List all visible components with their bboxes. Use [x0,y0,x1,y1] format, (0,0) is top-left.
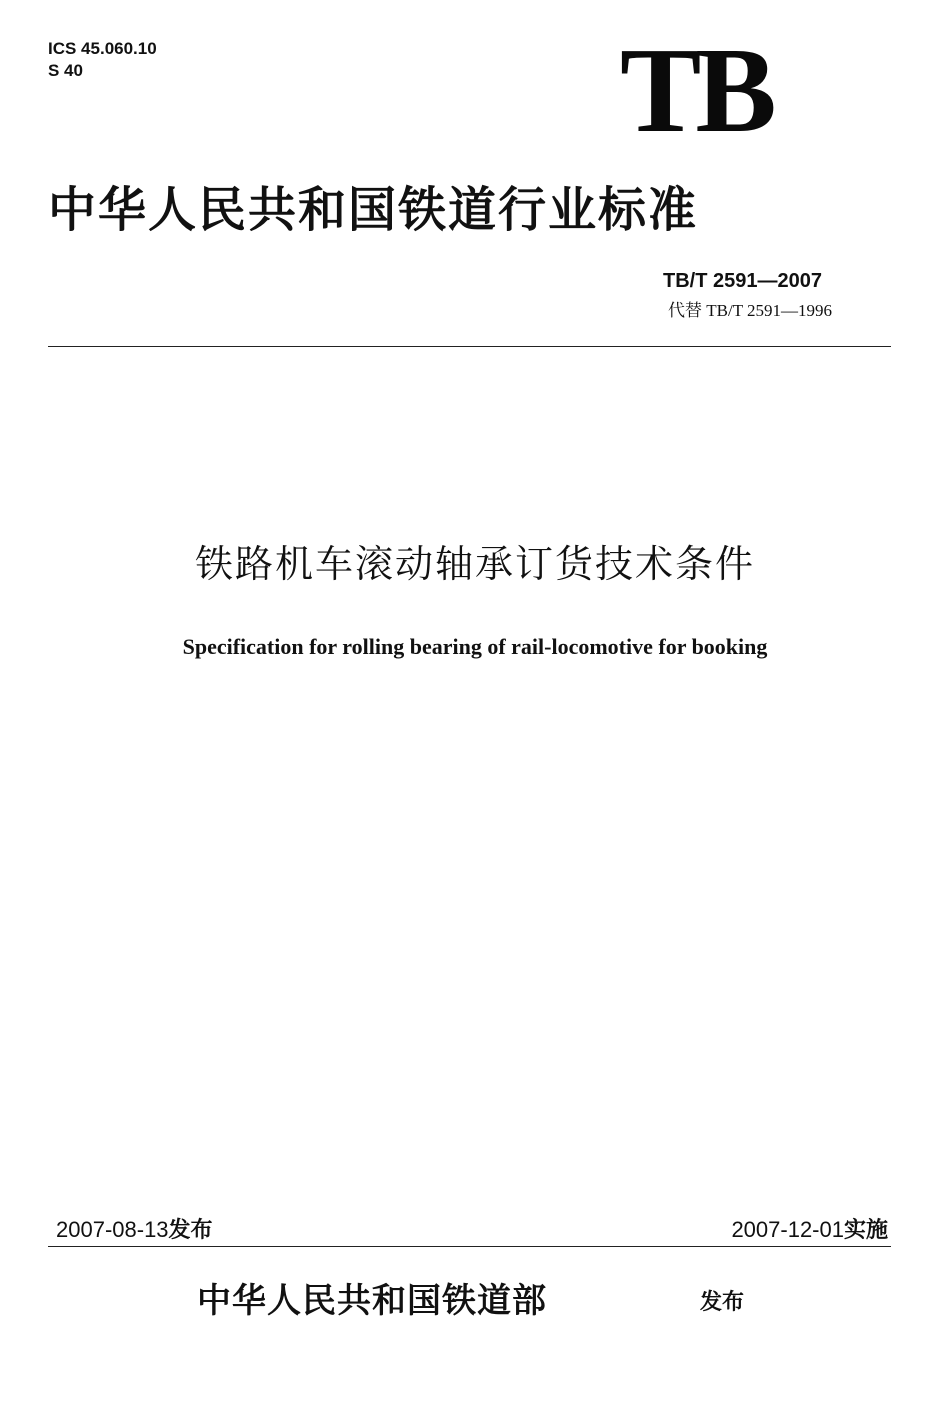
top-divider [48,346,891,347]
tb-logo: TB [620,23,771,158]
standard-type-title: 中华人民共和国铁道行业标准 [48,182,699,238]
publish-date [56,1216,213,1244]
classification-code: S 40 [48,61,83,80]
implement-date [731,1216,888,1244]
document-title-chinese: 铁路机车滚动轴承订货技术条件 [194,542,755,586]
document-title-english: Specification for rolling bearing of rail-locomotive for booking [182,634,768,659]
standard-number: TB/T 2591—2007 [663,270,822,292]
publish-date-value: 2007-08-13 [56,1217,169,1242]
replaces-standard: 代替 TB/T 2591—1996 [668,301,833,320]
implement-date-label: 实施 [843,1217,888,1242]
issuing-authority: 中华人民共和国铁道部 [197,1281,547,1321]
classification-codes [48,38,157,82]
publish-date-label: 发布 [168,1217,213,1242]
ics-code: ICS 45.060.10 [48,39,157,58]
bottom-divider [48,1246,891,1247]
implement-date-value: 2007-12-01 [731,1217,844,1242]
issue-action-label: 发布 [700,1290,745,1315]
